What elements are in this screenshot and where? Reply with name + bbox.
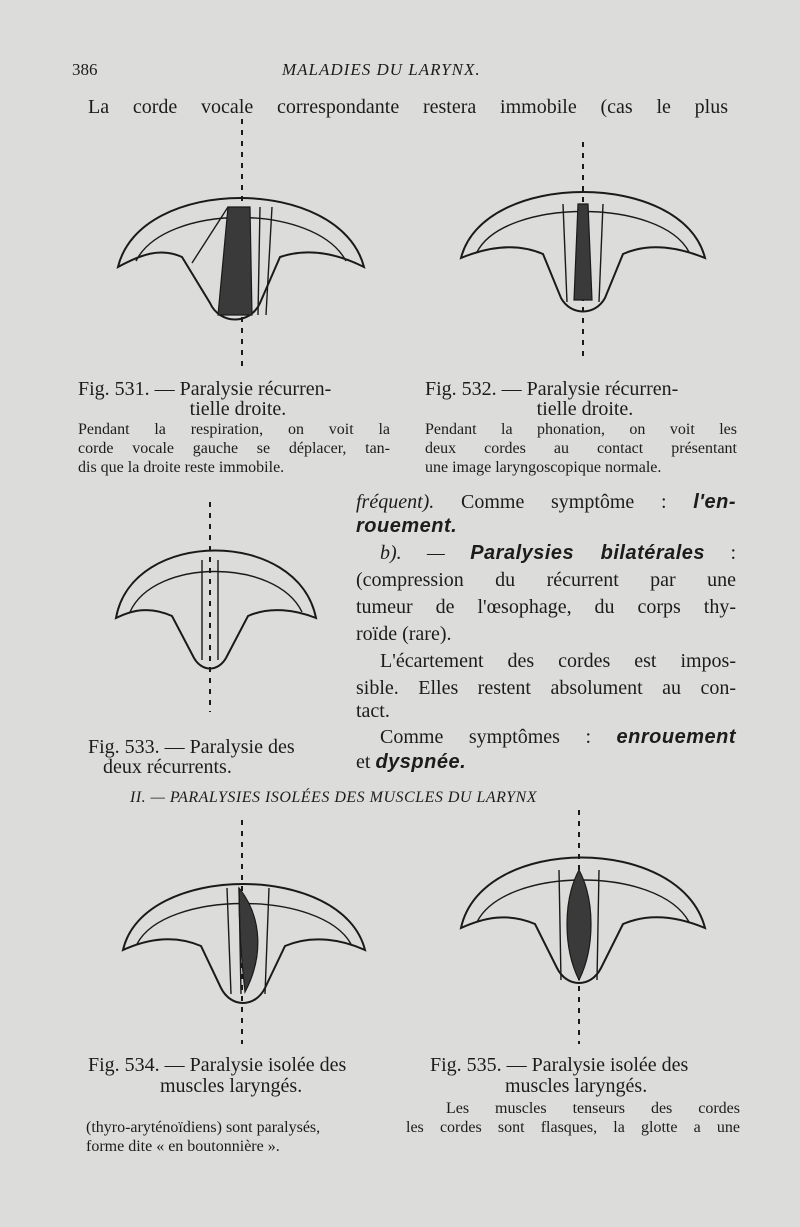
right-text-line-5: tumeur de l'œsophage, du corps thy-	[356, 596, 736, 618]
right-text-line-4: (compression du récurrent par une	[356, 569, 736, 591]
figure-533-caption-cont: deux récurrents.	[103, 756, 232, 778]
bottom-caption-line-3: forme dite « en boutonnière ».	[86, 1138, 280, 1155]
right-text-line-9: tact.	[356, 700, 390, 722]
page-number: 386	[72, 60, 98, 79]
running-title: MALADIES DU LARYNX.	[282, 60, 481, 79]
laryngeal-outline-533	[116, 551, 316, 669]
figure-533-drawing	[110, 500, 330, 715]
figure-532-desc-3: une image laryngoscopique normale.	[425, 459, 662, 476]
right-text-line-10: Comme symptômes : enrouement	[380, 726, 737, 748]
top-text-line: La corde vocale correspondante restera immobile (cas le plus	[88, 96, 728, 118]
figure-535-drawing	[455, 808, 715, 1048]
figure-531-drawing	[110, 115, 370, 370]
figure-531-desc-3: dis que la droite reste immobile.	[78, 459, 285, 476]
figure-534-drawing	[115, 818, 375, 1048]
figure-535-caption-cont: muscles laryngés.	[505, 1075, 648, 1097]
bottom-caption-line-2a: (thyro-aryténoïdiens) sont paralysés,	[86, 1119, 321, 1136]
figure-532-desc-2: deux cordes au contact présentant	[425, 440, 737, 457]
figure-535-caption: Fig. 535. — Paralysie isolée des	[430, 1054, 689, 1076]
figure-534-caption-cont: muscles laryngés.	[160, 1075, 303, 1097]
right-text-line-11: et dyspnée.	[356, 751, 467, 773]
figure-531-desc-1: Pendant la respiration, on voit la	[78, 421, 390, 438]
bottom-caption-line-2b: les cordes sont flasques, la glotte a une	[406, 1119, 740, 1136]
glottis-531	[218, 207, 252, 315]
figure-533-caption: Fig. 533. — Paralysie des	[88, 736, 295, 758]
glottis-535	[567, 870, 591, 980]
right-text-line-1: fréquent). Comme symptôme : l'en-	[356, 491, 737, 513]
right-text-line-7: L'écartement des cordes est impos-	[380, 650, 736, 672]
section-heading: II. — PARALYSIES ISOLÉES DES MUSCLES DU LARYNX	[130, 789, 537, 806]
figure-531-caption-cont: tielle droite.	[189, 398, 287, 420]
figure-531-desc-2: corde vocale gauche se déplacer, tan-	[78, 440, 390, 457]
figure-531-caption: Fig. 531. — Paralysie récurren-	[78, 378, 332, 400]
epiglottis-rim-533	[130, 572, 302, 613]
glottis-532	[574, 204, 592, 300]
figure-532-drawing	[455, 140, 715, 365]
figure-532-caption: Fig. 532. — Paralysie récurren-	[425, 378, 679, 400]
figure-532-desc-1: Pendant la phonation, on voit les	[425, 421, 737, 438]
right-text-line-8: sible. Elles restent absolument au con-	[356, 677, 736, 699]
right-text-line-2: rouement.	[356, 515, 458, 537]
bottom-caption-line-1: Les muscles tenseurs des cordes	[446, 1100, 740, 1117]
figure-534-caption: Fig. 534. — Paralysie isolée des	[88, 1054, 347, 1076]
right-text-line-6: roïde (rare).	[356, 623, 452, 645]
figure-532-caption-cont: tielle droite.	[536, 398, 634, 420]
right-text-line-3: b). — Paralysies bilatérales :	[380, 542, 736, 564]
